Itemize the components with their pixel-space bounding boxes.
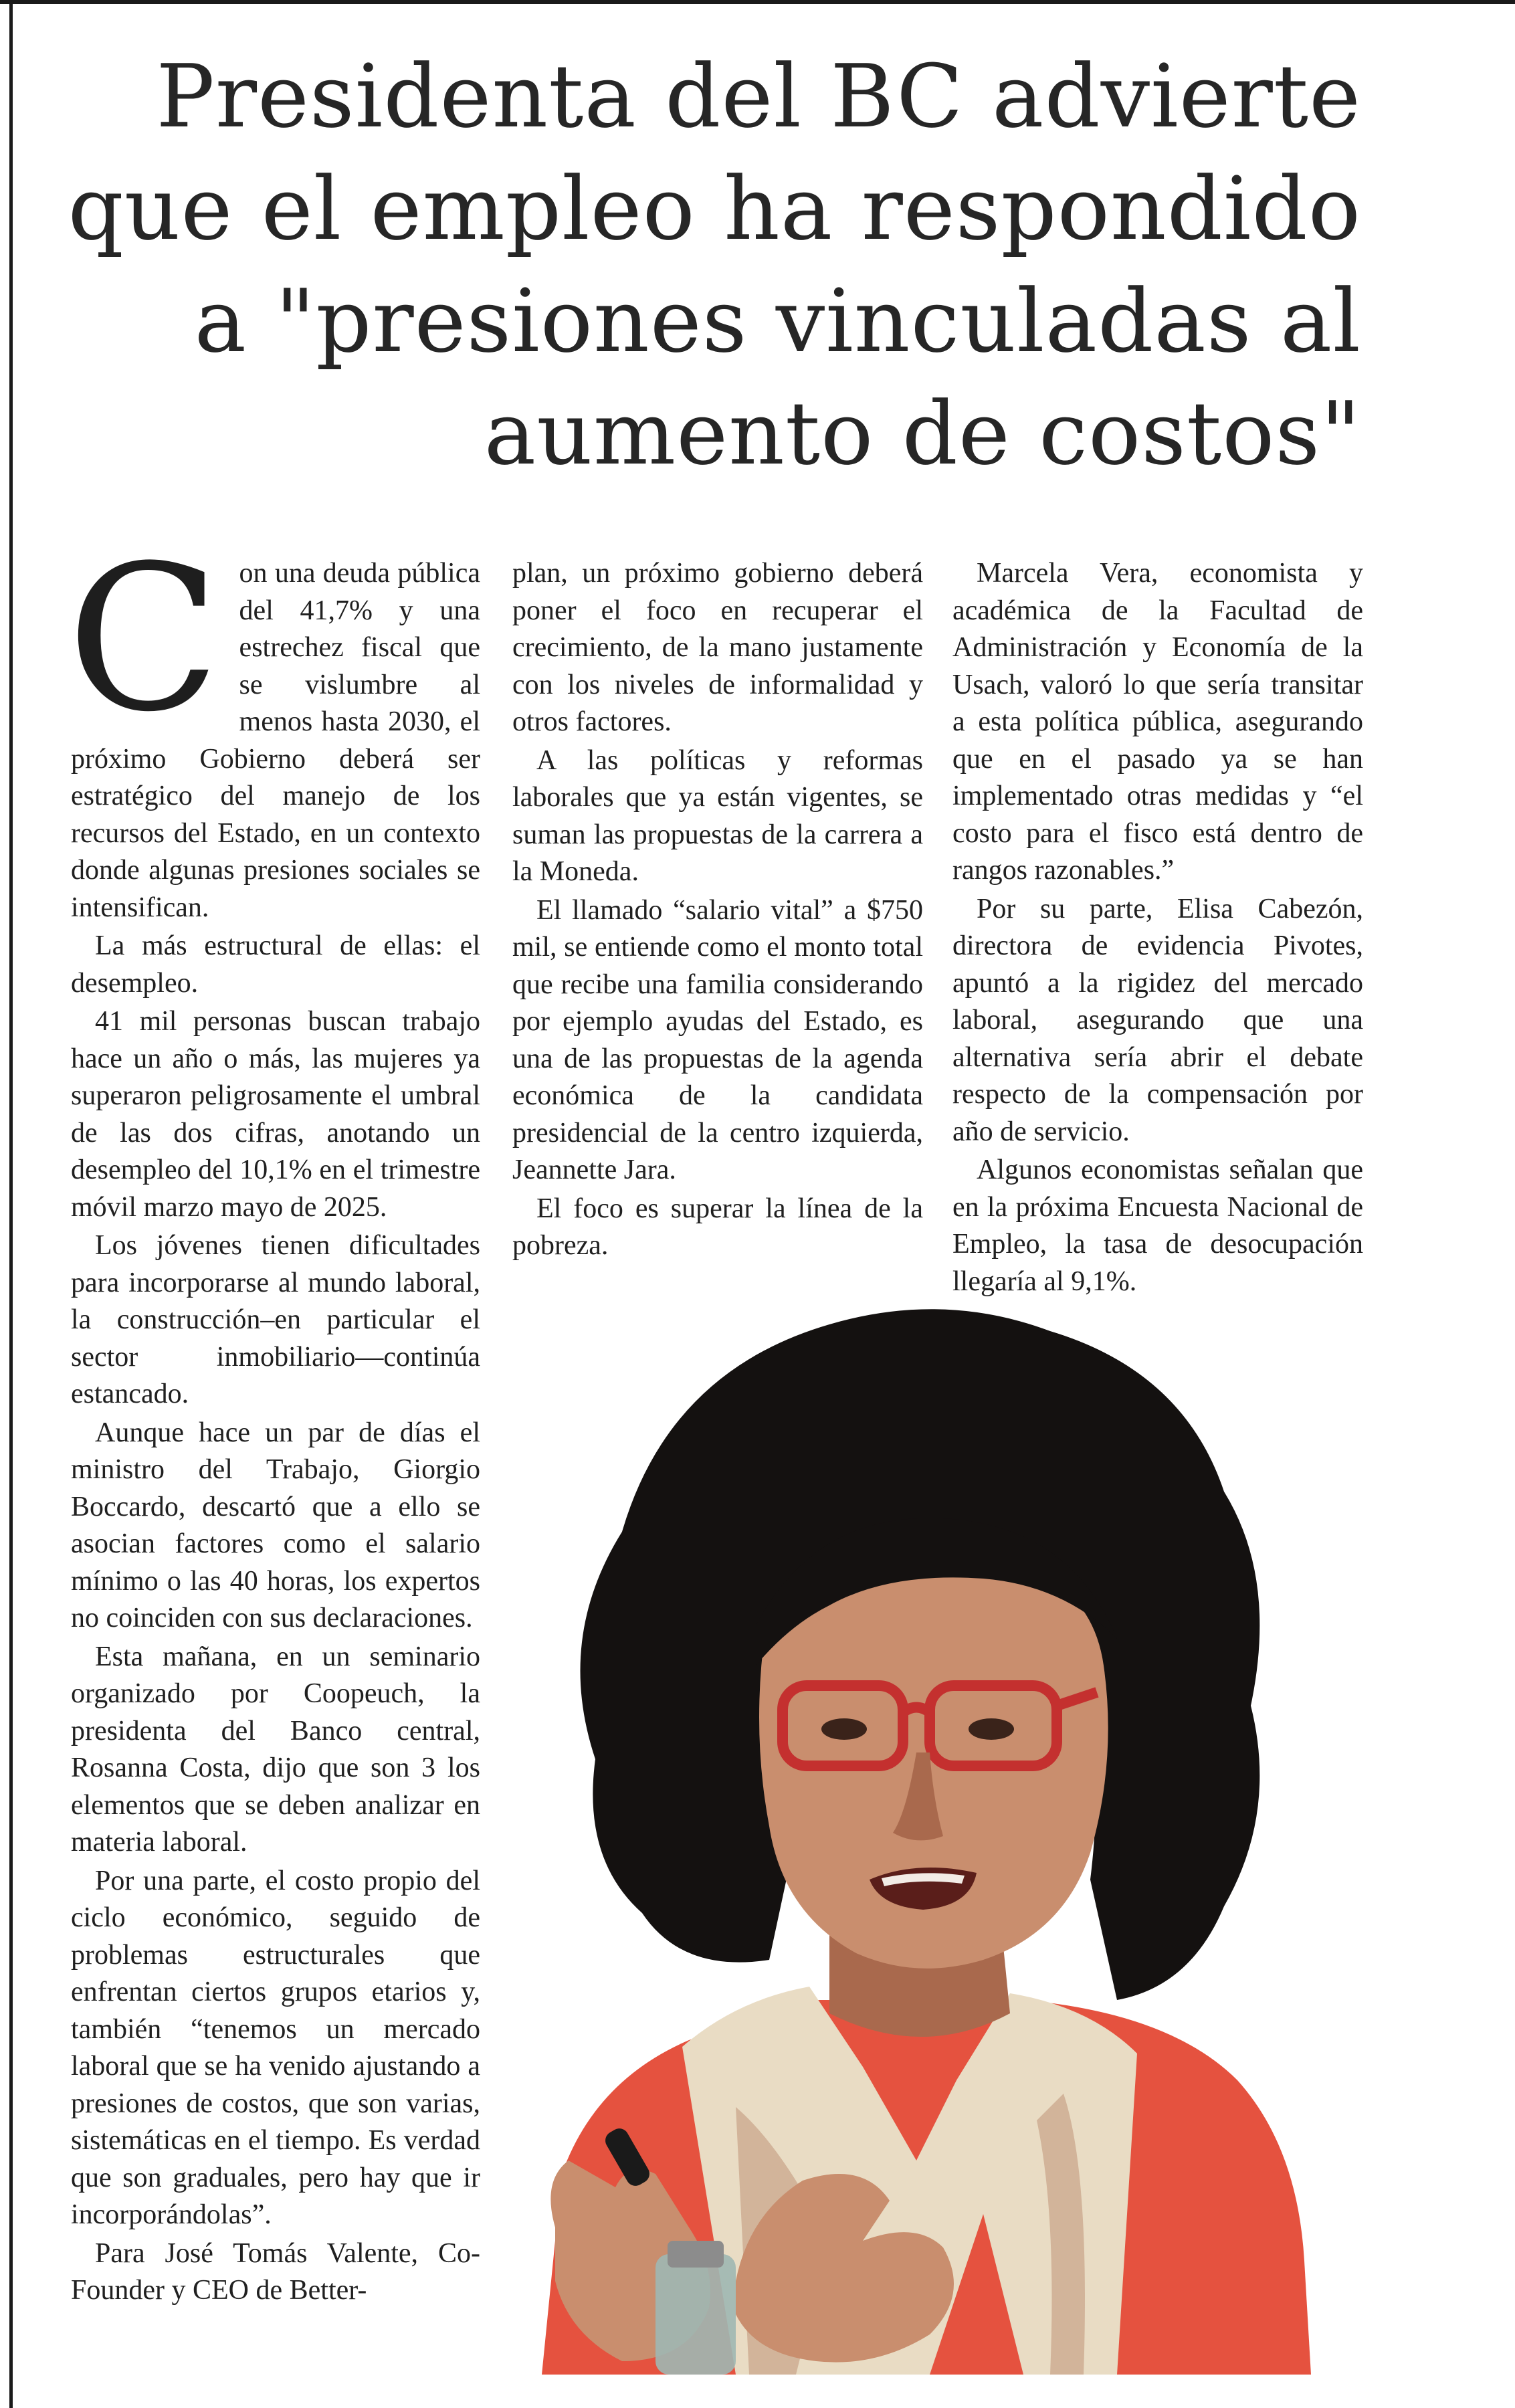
drop-cap: C [67, 522, 221, 756]
paragraph: Los jóvenes tienen dificultades para incorporarse al mundo laboral, la construcción–en particular el sector inmobiliario—continúa estancado. [71, 1230, 480, 1409]
paragraph: Aunque hace un par de días el ministro del Trabajo, Giorgio Boccardo, descartó que a ello se asocian factores como el salario mínimo o las 40 horas, los expertos no coinciden con sus declaraciones. [71, 1417, 480, 1633]
paragraph-text: on una deuda pública del 41,7% y una estrechez fiscal que se vislumbre al menos hasta 2030, el próximo Gobierno deberá ser estratégico del manejo de los recursos del Estado, en un contexto donde algunas presiones sociales se intensifican. [71, 558, 480, 923]
paragraph: 41 mil personas buscan trabajo hace un año o más, las mujeres ya superaron peligrosamente el umbral de las dos cifras, anotando un desempleo del 10,1% en el trimestre móvil marzo mayo de 2025. [71, 1006, 480, 1223]
headline-line-2: que el empleo ha respondido [68, 158, 1361, 260]
right-eye [969, 1718, 1014, 1740]
headline-line-3: a "presiones vinculadas al [194, 270, 1361, 372]
water-bottle [655, 2241, 736, 2375]
paragraph: La más estructural de ellas: el desempleo. [71, 930, 480, 999]
paragraph: Por su parte, Elisa Cabezón, directora de evidencia Pivotes, apuntó a la rigidez del mercado laboral, asegurando que una alternativa sería abrir el debate respecto de la compensación por año de servicio. [952, 893, 1363, 1147]
article-column-3 [952, 555, 1363, 1300]
article-column-2 [512, 555, 923, 1265]
top-rule [0, 0, 1515, 4]
left-eye [821, 1718, 867, 1740]
speaker-photo [515, 1291, 1385, 2375]
paragraph: Por una parte, el costo propio del ciclo económico, seguido de problemas estructurales que enfrentan ciertos grupos etarios y, también “tenemos un mercado laboral que se ha venido ajustando a presiones de costos, que son varias, sistemáticas en el tiempo. Es verdad que son graduales, pero hay que ir incorporándolas”. [71, 1865, 480, 2230]
paragraph: A las políticas y reformas laborales que ya están vigentes, se suman las propuestas de la carrera a la Moneda. [512, 744, 923, 887]
headline [37, 40, 1361, 490]
left-rule [9, 0, 13, 2408]
paragraph: Para José Tomás Valente, Co-Founder y CEO de Better- [71, 2237, 480, 2306]
paragraph [67, 522, 480, 926]
paragraph: El foco es superar la línea de la pobreza. [512, 1193, 923, 1261]
article-column-1 [67, 522, 480, 2310]
headline-line-4: aumento de costos" [484, 383, 1361, 484]
paragraph: El llamado “salario vital” a $750 mil, se entiende como el monto total que recibe una familia considerando por ejemplo ayudas del Estado, es una de las propuestas de la agenda económica de la candidata presidencial de la centro izquierda, Jeannette Jara. [512, 894, 923, 1185]
headline-line-1: Presidenta del BC advierte [156, 45, 1361, 147]
paragraph: Esta mañana, en un seminario organizado por Coopeuch, la presidenta del Banco central, Rosanna Costa, dijo que son 3 los elementos que se deben analizar en materia laboral. [71, 1641, 480, 1858]
paragraph: Algunos economistas señalan que en la próxima Encuesta Nacional de Empleo, la tasa de desocupación llegaría al 9,1%. [952, 1155, 1363, 1297]
paragraph: plan, un próximo gobierno deberá poner el foco en recuperar el crecimiento, de la mano justamente con los niveles de informalidad y otros factores. [512, 558, 923, 737]
paragraph: Marcela Vera, economista y académica de la Facultad de Administración y Economía de la Usach, valoró lo que sería transitar a esta política pública, asegurando que en el pasado ya se han implementado otras medidas y “el costo para el fisco está dentro de rangos razonables.” [952, 558, 1363, 886]
